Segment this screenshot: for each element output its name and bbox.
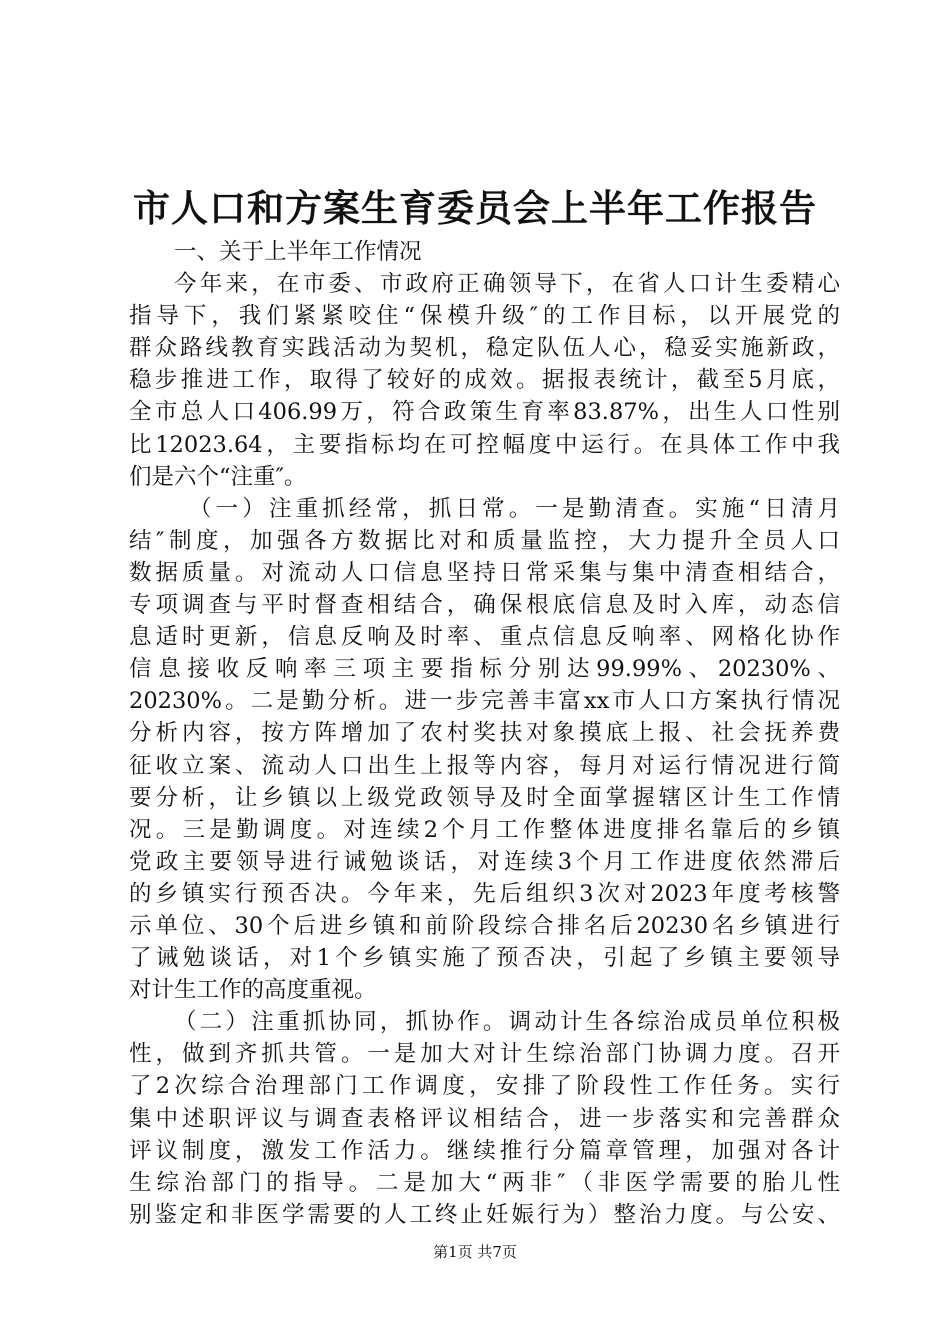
text-line: 全市总人口406.99万，符合政策生育率83.87%，出生人口性别	[129, 399, 840, 426]
text-line: 们是六个“注重″。	[129, 463, 307, 490]
text-line: 指导下，我们紧紧咬住“保模升级″的工作目标，以开展党的	[129, 303, 840, 330]
document-body	[129, 236, 840, 1231]
section-heading: 一、关于上半年工作情况	[174, 239, 422, 265]
text-line: 20230%。二是勤分析。进一步完善丰富xx市人口方案执行情况	[129, 688, 840, 715]
text-line: 对计生工作的高度重视。	[129, 977, 377, 1004]
text-line: 群众路线教育实践活动为契机，稳定队伍人心，稳妥实施新政，	[129, 335, 840, 362]
text-line: 况。三是勤调度。对连续2个月工作整体进度排名靠后的乡镇	[129, 816, 840, 843]
text-line: 集中述职评议与调查表格评议相结合，进一步落实和完善群众	[129, 1105, 840, 1132]
text-line: 信息接收反响率三项主要指标分别达99.99%、20230%、	[129, 656, 840, 683]
text-line: 今年来，在市委、市政府正确领导下，在省人口计生委精心	[174, 271, 840, 298]
text-line: 结″制度，加强各方数据比对和质量监控，大力提升全员人口	[129, 527, 840, 554]
text-line: 了2次综合治理部门工作调度，安排了阶段性工作任务。实行	[129, 1073, 840, 1100]
text-line: 稳步推进工作，取得了较好的成效。据报表统计，截至5月底，	[129, 367, 840, 394]
text-line: 评议制度，激发工作活力。继续推行分篇章管理，加强对各计	[129, 1137, 840, 1164]
text-line: 数据质量。对流动人口信息坚持日常采集与集中清查相结合，	[129, 559, 840, 586]
text-line: 专项调查与平时督查相结合，确保根底信息及时入库，动态信	[129, 592, 840, 619]
text-line: （二）注重抓协同，抓协作。调动计生各综治成员单位积极	[174, 1009, 840, 1036]
text-line: 示单位、30个后进乡镇和前阶段综合排名后20230名乡镇进行	[129, 912, 840, 939]
text-line: 要分析，让乡镇以上级党政领导及时全面掌握辖区计生工作情	[129, 784, 840, 811]
text-line: 性，做到齐抓共管。一是加大对计生综治部门协调力度。召开	[129, 1041, 840, 1068]
text-line: 党政主要领导进行诫勉谈话，对连续3个月工作进度依然滞后	[129, 848, 840, 875]
text-line: 比12023.64，主要指标均在可控幅度中运行。在具体工作中我	[129, 431, 840, 458]
text-line: 息适时更新，信息反响及时率、重点信息反响率、网格化协作	[129, 624, 840, 651]
text-line: 别鉴定和非医学需要的人工终止妊娠行为）整治力度。与公安、	[129, 1201, 840, 1228]
text-line: 生综治部门的指导。二是加大“两非″（非医学需要的胎儿性	[129, 1169, 840, 1196]
text-line: 了诫勉谈话，对1个乡镇实施了预否决，引起了乡镇主要领导	[129, 945, 840, 972]
text-line: 的乡镇实行预否决。今年来，先后组织3次对2023年度考核警	[129, 880, 840, 907]
text-line: 分析内容，按方阵增加了农村奖扶对象摸底上报、社会抚养费	[129, 720, 840, 747]
text-line: 征收立案、流动人口出生上报等内容，每月对运行情况进行简	[129, 752, 840, 779]
page-footer: 第1页 共7页	[433, 1243, 517, 1261]
text-line: （一）注重抓经常，抓日常。一是勤清查。实施“日清月	[189, 495, 840, 522]
document-title: 市人口和方案生育委员会上半年工作报告	[133, 186, 817, 230]
